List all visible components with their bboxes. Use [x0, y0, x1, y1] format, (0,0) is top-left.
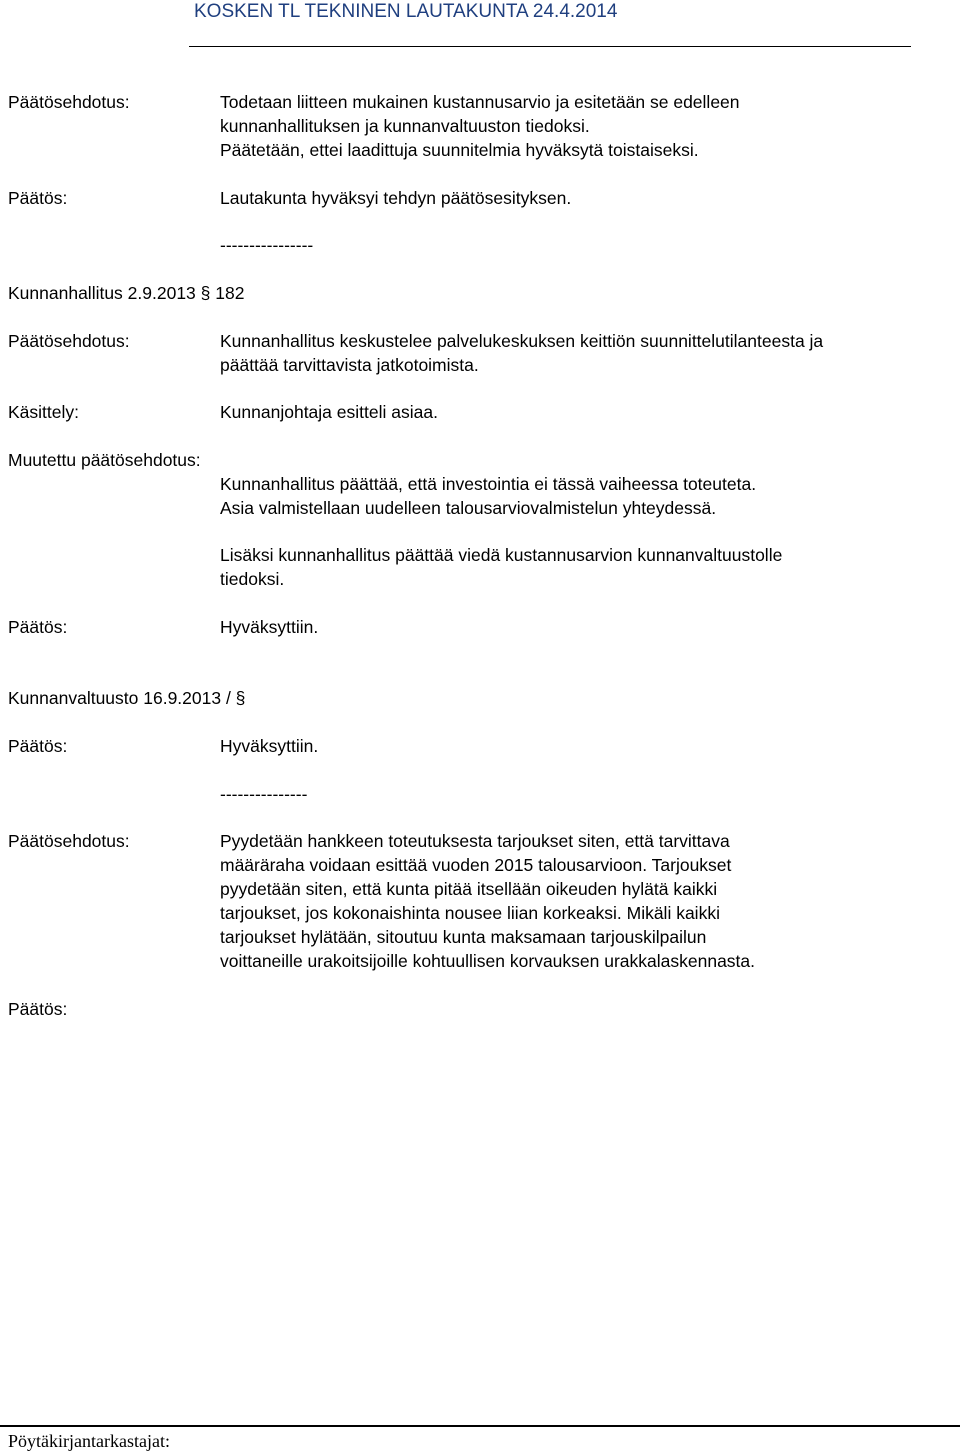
block2-section-title: Kunnanhallitus 2.9.2013 § 182: [8, 283, 245, 303]
block4-paatosehdotus-line-4: tarjoukset, jos kokonaishinta nousee liian korkeaksi. Mikäli kaikki: [220, 903, 720, 923]
block4-paatosehdotus-line-5: tarjoukset hylätään, sitoutuu kunta maksamaan tarjouskilpailun: [220, 927, 707, 947]
block2-paatosehdotus-line-1: Kunnanhallitus keskustelee palvelukeskuksen keittiön suunnittelutilanteesta ja: [220, 331, 824, 351]
document-header-title: KOSKEN TL TEKNINEN LAUTAKUNTA 24.4.2014: [194, 1, 618, 22]
footer-label: Pöytäkirjantarkastajat:: [8, 1431, 170, 1451]
block2-paatosehdotus-line-2: päättää tarvittavista jatkotoimista.: [220, 355, 479, 375]
block1-paatosehdotus-line-1: Todetaan liitteen mukainen kustannusarvio ja esitetään se edelleen: [220, 92, 740, 112]
block2-paatos-label: Päätös:: [8, 617, 68, 637]
block4-paatosehdotus-label: Päätösehdotus:: [8, 831, 130, 851]
block2-kasittely-text: Kunnanjohtaja esitteli asiaa.: [220, 402, 438, 422]
block1-separator: ----------------: [220, 235, 314, 255]
block2-muutettu-line-2: Asia valmistellaan uudelleen talousarviovalmistelun yhteydessä.: [220, 498, 717, 518]
block4-paatosehdotus-line-2: määräraha voidaan esittää vuoden 2015 talousarvioon. Tarjoukset: [220, 855, 732, 875]
block2-muutettu-label: Muutettu päätösehdotus:: [8, 450, 201, 470]
block4-paatosehdotus-line-1: Pyydetään hankkeen toteutuksesta tarjoukset siten, että tarvittava: [220, 831, 730, 851]
block1-paatosehdotus-label: Päätösehdotus:: [8, 92, 130, 112]
block1-paatos-label: Päätös:: [8, 188, 68, 208]
block2-paatos-text: Hyväksyttiin.: [220, 617, 319, 637]
block1-paatosehdotus-line-3: Päätetään, ettei laadittuja suunnitelmia hyväksytä toistaiseksi.: [220, 140, 699, 160]
block2-lisaksi-line-2: tiedoksi.: [220, 569, 285, 589]
block3-paatos-text: Hyväksyttiin.: [220, 736, 319, 756]
block3-section-title: Kunnanvaltuusto 16.9.2013 / §: [8, 688, 246, 708]
block2-lisaksi-line-1: Lisäksi kunnanhallitus päättää viedä kustannusarvion kunnanvaltuustolle: [220, 545, 783, 565]
block2-kasittely-label: Käsittely:: [8, 402, 79, 422]
block3-paatos-label: Päätös:: [8, 736, 68, 756]
block1-paatos-text: Lautakunta hyväksyi tehdyn päätösesityksen.: [220, 188, 572, 208]
block3-separator: ---------------: [220, 784, 308, 804]
block4-paatosehdotus-line-6: voittaneille urakoitsijoille kohtuullisen korvauksen urakkalaskennasta.: [220, 951, 756, 971]
block4-paatos-label: Päätös:: [8, 999, 68, 1019]
block4-paatosehdotus-line-3: pyydetään siten, että kunta pitää itsellään oikeuden hylätä kaikki: [220, 879, 718, 899]
block2-muutettu-line-1: Kunnanhallitus päättää, että investointia ei tässä vaiheessa toteuteta.: [220, 474, 757, 494]
block1-paatosehdotus-line-2: kunnanhallituksen ja kunnanvaltuuston tiedoksi.: [220, 116, 590, 136]
block2-paatosehdotus-label: Päätösehdotus:: [8, 331, 130, 351]
footer-divider: [0, 1425, 960, 1427]
